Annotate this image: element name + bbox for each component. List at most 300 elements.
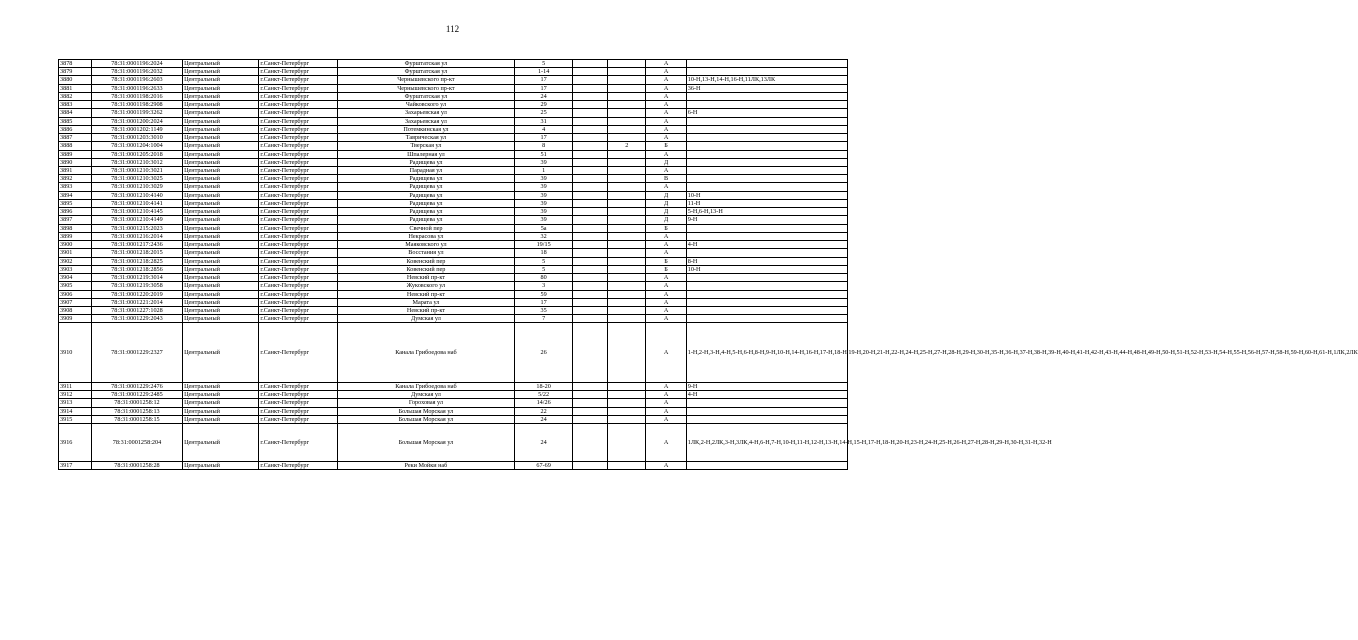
table-row xyxy=(59,315,848,323)
row-number-cell: 3897 xyxy=(59,216,92,224)
house-cell: 5 xyxy=(514,265,572,273)
city-cell: г.Санкт-Петербург xyxy=(259,391,337,399)
structure-cell: 2 xyxy=(608,142,646,150)
district-cell: Центральный xyxy=(183,68,259,76)
street-cell: Чернышевского пр-кт xyxy=(337,84,514,92)
street-cell: Некрасова ул xyxy=(337,232,514,240)
structure-cell xyxy=(608,298,646,306)
premises-cell: 4-Н xyxy=(686,241,847,249)
row-number-cell: 3893 xyxy=(59,183,92,191)
table-row xyxy=(59,249,848,257)
table-row xyxy=(59,257,848,265)
building-cell xyxy=(573,216,608,224)
district-cell: Центральный xyxy=(183,208,259,216)
structure-cell xyxy=(608,265,646,273)
cadastral-number-cell: 78:31:0001229:2476 xyxy=(91,382,182,390)
cadastral-number-cell: 78:31:0001258:15 xyxy=(91,415,182,423)
premises-cell: 36-Н xyxy=(686,84,847,92)
street-cell: Жуковского ул xyxy=(337,282,514,290)
structure-cell xyxy=(608,68,646,76)
building-cell xyxy=(573,307,608,315)
street-cell: Захарьевская ул xyxy=(337,117,514,125)
premises-cell xyxy=(686,407,847,415)
table-row xyxy=(59,68,848,76)
building-cell xyxy=(573,461,608,469)
district-cell: Центральный xyxy=(183,191,259,199)
street-cell: Радищева ул xyxy=(337,191,514,199)
table-row xyxy=(59,60,848,68)
city-cell: г.Санкт-Петербург xyxy=(259,183,337,191)
registry-table xyxy=(58,59,1358,470)
city-cell: г.Санкт-Петербург xyxy=(259,199,337,207)
city-cell: г.Санкт-Петербург xyxy=(259,166,337,174)
building-cell xyxy=(573,382,608,390)
premises-cell xyxy=(686,307,847,315)
building-cell xyxy=(573,323,608,382)
street-cell: Фурштатская ул xyxy=(337,93,514,101)
district-cell: Центральный xyxy=(183,424,259,462)
house-cell: 39 xyxy=(514,199,572,207)
structure-cell xyxy=(608,158,646,166)
district-cell: Центральный xyxy=(183,461,259,469)
structure-cell xyxy=(608,216,646,224)
structure-cell xyxy=(608,323,646,382)
row-number-cell: 3899 xyxy=(59,232,92,240)
district-cell: Центральный xyxy=(183,391,259,399)
letter-cell: Д xyxy=(646,191,686,199)
district-cell: Центральный xyxy=(183,134,259,142)
structure-cell xyxy=(608,117,646,125)
cadastral-number-cell: 78:31:0001210:3012 xyxy=(91,158,182,166)
building-cell xyxy=(573,208,608,216)
street-cell: Канала Грибоедова наб xyxy=(337,323,514,382)
district-cell: Центральный xyxy=(183,76,259,84)
street-cell: Думская ул xyxy=(337,391,514,399)
city-cell: г.Санкт-Петербург xyxy=(259,315,337,323)
table-row xyxy=(59,382,848,390)
premises-cell xyxy=(686,117,847,125)
premises-cell xyxy=(686,125,847,133)
letter-cell: А xyxy=(646,68,686,76)
street-cell: Канала Грибоедова наб xyxy=(337,382,514,390)
city-cell: г.Санкт-Петербург xyxy=(259,208,337,216)
city-cell: г.Санкт-Петербург xyxy=(259,424,337,462)
street-cell: Невский пр-кт xyxy=(337,307,514,315)
table-row xyxy=(59,415,848,423)
district-cell: Центральный xyxy=(183,399,259,407)
row-number-cell: 3912 xyxy=(59,391,92,399)
house-cell: 35 xyxy=(514,307,572,315)
building-cell xyxy=(573,282,608,290)
letter-cell: А xyxy=(646,101,686,109)
city-cell: г.Санкт-Петербург xyxy=(259,175,337,183)
building-cell xyxy=(573,249,608,257)
premises-cell: 8-Н xyxy=(686,257,847,265)
table-row xyxy=(59,166,848,174)
building-cell xyxy=(573,134,608,142)
street-cell: Свечной пер xyxy=(337,224,514,232)
premises-cell: 10-Н xyxy=(686,191,847,199)
premises-cell xyxy=(686,282,847,290)
page-number: 112 xyxy=(445,24,460,34)
building-cell xyxy=(573,424,608,462)
premises-cell xyxy=(686,232,847,240)
cadastral-number-cell: 78:31:0001216:2014 xyxy=(91,232,182,240)
house-cell: 39 xyxy=(514,208,572,216)
cadastral-number-cell: 78:31:0001221:2014 xyxy=(91,298,182,306)
structure-cell xyxy=(608,76,646,84)
district-cell: Центральный xyxy=(183,117,259,125)
house-cell: 5/22 xyxy=(514,391,572,399)
house-cell: 1 xyxy=(514,166,572,174)
district-cell: Центральный xyxy=(183,199,259,207)
letter-cell: А xyxy=(646,150,686,158)
city-cell: г.Санкт-Петербург xyxy=(259,257,337,265)
district-cell: Центральный xyxy=(183,60,259,68)
row-number-cell: 3911 xyxy=(59,382,92,390)
street-cell: Думская ул xyxy=(337,315,514,323)
district-cell: Центральный xyxy=(183,274,259,282)
premises-cell xyxy=(686,274,847,282)
letter-cell: А xyxy=(646,323,686,382)
street-cell: Радищева ул xyxy=(337,208,514,216)
district-cell: Центральный xyxy=(183,241,259,249)
building-cell xyxy=(573,265,608,273)
table-row xyxy=(59,175,848,183)
house-cell: 80 xyxy=(514,274,572,282)
city-cell: г.Санкт-Петербург xyxy=(259,142,337,150)
street-cell: Восстания ул xyxy=(337,249,514,257)
table-row xyxy=(59,76,848,84)
row-number-cell: 3894 xyxy=(59,191,92,199)
building-cell xyxy=(573,199,608,207)
letter-cell: А xyxy=(646,93,686,101)
structure-cell xyxy=(608,93,646,101)
house-cell: 32 xyxy=(514,232,572,240)
structure-cell xyxy=(608,191,646,199)
table-row xyxy=(59,407,848,415)
cadastral-number-cell: 78:31:0001210:3025 xyxy=(91,175,182,183)
cadastral-number-cell: 78:31:0001202:1149 xyxy=(91,125,182,133)
letter-cell: А xyxy=(646,166,686,174)
structure-cell xyxy=(608,407,646,415)
house-cell: 24 xyxy=(514,424,572,462)
table-row xyxy=(59,224,848,232)
district-cell: Центральный xyxy=(183,224,259,232)
district-cell: Центральный xyxy=(183,407,259,415)
letter-cell: А xyxy=(646,274,686,282)
premises-cell xyxy=(686,158,847,166)
street-cell: Маяковского ул xyxy=(337,241,514,249)
letter-cell: А xyxy=(646,84,686,92)
city-cell: г.Санкт-Петербург xyxy=(259,60,337,68)
building-cell xyxy=(573,191,608,199)
building-cell xyxy=(573,183,608,191)
premises-cell xyxy=(686,134,847,142)
table-row xyxy=(59,142,848,150)
building-cell xyxy=(573,76,608,84)
house-cell: 14/26 xyxy=(514,399,572,407)
letter-cell: А xyxy=(646,382,686,390)
building-cell xyxy=(573,93,608,101)
table-row xyxy=(59,399,848,407)
building-cell xyxy=(573,84,608,92)
premises-cell: 6-Н xyxy=(686,109,847,117)
city-cell: г.Санкт-Петербург xyxy=(259,298,337,306)
street-cell: Невский пр-кт xyxy=(337,290,514,298)
building-cell xyxy=(573,224,608,232)
table-row xyxy=(59,84,848,92)
city-cell: г.Санкт-Петербург xyxy=(259,109,337,117)
table-row xyxy=(59,216,848,224)
structure-cell xyxy=(608,249,646,257)
row-number-cell: 3880 xyxy=(59,76,92,84)
house-cell: 3 xyxy=(514,282,572,290)
building-cell xyxy=(573,407,608,415)
structure-cell xyxy=(608,232,646,240)
cadastral-number-cell: 78:31:0001203:3010 xyxy=(91,134,182,142)
house-cell: 18 xyxy=(514,249,572,257)
letter-cell: Б xyxy=(646,265,686,273)
street-cell: Захарьевская ул xyxy=(337,109,514,117)
house-cell: 7 xyxy=(514,315,572,323)
letter-cell: Б xyxy=(646,257,686,265)
building-cell xyxy=(573,166,608,174)
table-row xyxy=(59,391,848,399)
street-cell: Большая Морская ул xyxy=(337,415,514,423)
structure-cell xyxy=(608,315,646,323)
building-cell xyxy=(573,290,608,298)
city-cell: г.Санкт-Петербург xyxy=(259,76,337,84)
district-cell: Центральный xyxy=(183,84,259,92)
house-cell: 4 xyxy=(514,125,572,133)
table-row xyxy=(59,208,848,216)
street-cell: Потемкинская ул xyxy=(337,125,514,133)
letter-cell: А xyxy=(646,290,686,298)
cadastral-number-cell: 78:31:0001200:2024 xyxy=(91,117,182,125)
premises-cell xyxy=(686,315,847,323)
table-row xyxy=(59,232,848,240)
city-cell: г.Санкт-Петербург xyxy=(259,232,337,240)
registry-rows xyxy=(59,60,1358,470)
house-cell: 39 xyxy=(514,175,572,183)
district-cell: Центральный xyxy=(183,249,259,257)
premises-cell: 5-Н,6-Н,13-Н xyxy=(686,208,847,216)
street-cell: Ковенский пер xyxy=(337,257,514,265)
district-cell: Центральный xyxy=(183,323,259,382)
house-cell: 51 xyxy=(514,150,572,158)
row-number-cell: 3888 xyxy=(59,142,92,150)
cadastral-number-cell: 78:31:0001210:4145 xyxy=(91,208,182,216)
cadastral-number-cell: 78:31:0001219:3058 xyxy=(91,282,182,290)
premises-cell xyxy=(686,224,847,232)
row-number-cell: 3914 xyxy=(59,407,92,415)
district-cell: Центральный xyxy=(183,158,259,166)
house-cell: 24 xyxy=(514,415,572,423)
row-number-cell: 3895 xyxy=(59,199,92,207)
city-cell: г.Санкт-Петербург xyxy=(259,241,337,249)
city-cell: г.Санкт-Петербург xyxy=(259,68,337,76)
house-cell: 1-14 xyxy=(514,68,572,76)
structure-cell xyxy=(608,175,646,183)
city-cell: г.Санкт-Петербург xyxy=(259,407,337,415)
city-cell: г.Санкт-Петербург xyxy=(259,125,337,133)
city-cell: г.Санкт-Петербург xyxy=(259,191,337,199)
district-cell: Центральный xyxy=(183,125,259,133)
letter-cell: А xyxy=(646,125,686,133)
city-cell: г.Санкт-Петербург xyxy=(259,117,337,125)
row-number-cell: 3904 xyxy=(59,274,92,282)
structure-cell xyxy=(608,391,646,399)
district-cell: Центральный xyxy=(183,216,259,224)
street-cell: Большая Морская ул xyxy=(337,424,514,462)
street-cell: Фурштатская ул xyxy=(337,68,514,76)
cadastral-number-cell: 78:31:0001229:2485 xyxy=(91,391,182,399)
letter-cell: Б xyxy=(646,224,686,232)
cadastral-number-cell: 78:31:0001210:4140 xyxy=(91,191,182,199)
row-number-cell: 3883 xyxy=(59,101,92,109)
cadastral-number-cell: 78:31:0001258:12 xyxy=(91,399,182,407)
house-cell: 29 xyxy=(514,101,572,109)
row-number-cell: 3903 xyxy=(59,265,92,273)
cadastral-number-cell: 78:31:0001218:2015 xyxy=(91,249,182,257)
district-cell: Центральный xyxy=(183,290,259,298)
district-cell: Центральный xyxy=(183,232,259,240)
premises-cell xyxy=(686,461,847,469)
table-row xyxy=(59,323,848,382)
street-cell: Радищева ул xyxy=(337,216,514,224)
city-cell: г.Санкт-Петербург xyxy=(259,216,337,224)
district-cell: Центральный xyxy=(183,175,259,183)
district-cell: Центральный xyxy=(183,109,259,117)
table-row xyxy=(59,93,848,101)
letter-cell: А xyxy=(646,183,686,191)
letter-cell: А xyxy=(646,407,686,415)
structure-cell xyxy=(608,150,646,158)
row-number-cell: 3889 xyxy=(59,150,92,158)
row-number-cell: 3902 xyxy=(59,257,92,265)
premises-cell xyxy=(686,60,847,68)
row-number-cell: 3909 xyxy=(59,315,92,323)
building-cell xyxy=(573,415,608,423)
city-cell: г.Санкт-Петербург xyxy=(259,307,337,315)
house-cell: 17 xyxy=(514,298,572,306)
city-cell: г.Санкт-Петербург xyxy=(259,224,337,232)
district-cell: Центральный xyxy=(183,315,259,323)
table-row xyxy=(59,424,848,462)
premises-cell xyxy=(686,68,847,76)
letter-cell: Д xyxy=(646,208,686,216)
structure-cell xyxy=(608,60,646,68)
structure-cell xyxy=(608,461,646,469)
street-cell: Реки Мойки наб xyxy=(337,461,514,469)
letter-cell: В xyxy=(646,175,686,183)
house-cell: 39 xyxy=(514,158,572,166)
district-cell: Центральный xyxy=(183,307,259,315)
row-number-cell: 3901 xyxy=(59,249,92,257)
premises-cell xyxy=(686,249,847,257)
row-number-cell: 3882 xyxy=(59,93,92,101)
structure-cell xyxy=(608,166,646,174)
letter-cell: А xyxy=(646,109,686,117)
house-cell: 39 xyxy=(514,183,572,191)
row-number-cell: 3915 xyxy=(59,415,92,423)
row-number-cell: 3908 xyxy=(59,307,92,315)
structure-cell xyxy=(608,257,646,265)
building-cell xyxy=(573,158,608,166)
structure-cell xyxy=(608,224,646,232)
street-cell: Радищева ул xyxy=(337,183,514,191)
district-cell: Центральный xyxy=(183,257,259,265)
house-cell: 5 xyxy=(514,60,572,68)
house-cell: 22 xyxy=(514,407,572,415)
row-number-cell: 3898 xyxy=(59,224,92,232)
cadastral-number-cell: 78:31:0001218:2856 xyxy=(91,265,182,273)
table-row xyxy=(59,158,848,166)
structure-cell xyxy=(608,382,646,390)
street-cell: Ковенский пер xyxy=(337,265,514,273)
structure-cell xyxy=(608,399,646,407)
row-number-cell: 3917 xyxy=(59,461,92,469)
structure-cell xyxy=(608,125,646,133)
building-cell xyxy=(573,274,608,282)
letter-cell: А xyxy=(646,307,686,315)
building-cell xyxy=(573,232,608,240)
row-number-cell: 3913 xyxy=(59,399,92,407)
city-cell: г.Санкт-Петербург xyxy=(259,265,337,273)
house-cell: 26 xyxy=(514,323,572,382)
letter-cell: А xyxy=(646,424,686,462)
row-number-cell: 3896 xyxy=(59,208,92,216)
house-cell: 8 xyxy=(514,142,572,150)
row-number-cell: 3878 xyxy=(59,60,92,68)
house-cell: 17 xyxy=(514,84,572,92)
house-cell: 67-69 xyxy=(514,461,572,469)
letter-cell: А xyxy=(646,461,686,469)
street-cell: Таврическая ул xyxy=(337,134,514,142)
structure-cell xyxy=(608,307,646,315)
building-cell xyxy=(573,391,608,399)
premises-cell: 4-Н xyxy=(686,391,847,399)
table-row xyxy=(59,307,848,315)
building-cell xyxy=(573,68,608,76)
street-cell: Невский пр-кт xyxy=(337,274,514,282)
street-cell: Парадная ул xyxy=(337,166,514,174)
district-cell: Центральный xyxy=(183,382,259,390)
street-cell: Шпалерная ул xyxy=(337,150,514,158)
district-cell: Центральный xyxy=(183,282,259,290)
premises-cell: 11-Н xyxy=(686,199,847,207)
premises-cell xyxy=(686,93,847,101)
premises-cell: 9-Н xyxy=(686,216,847,224)
table-row xyxy=(59,109,848,117)
table-row xyxy=(59,134,848,142)
cadastral-number-cell: 78:31:0001258:204 xyxy=(91,424,182,462)
letter-cell: Д xyxy=(646,216,686,224)
row-number-cell: 3900 xyxy=(59,241,92,249)
city-cell: г.Санкт-Петербург xyxy=(259,101,337,109)
house-cell: 17 xyxy=(514,134,572,142)
cadastral-number-cell: 78:31:0001218:2825 xyxy=(91,257,182,265)
premises-cell xyxy=(686,150,847,158)
city-cell: г.Санкт-Петербург xyxy=(259,93,337,101)
premises-cell xyxy=(686,298,847,306)
cadastral-number-cell: 78:31:0001199:3262 xyxy=(91,109,182,117)
cadastral-number-cell: 78:31:0001258:28 xyxy=(91,461,182,469)
street-cell: Радищева ул xyxy=(337,199,514,207)
structure-cell xyxy=(608,101,646,109)
building-cell xyxy=(573,117,608,125)
